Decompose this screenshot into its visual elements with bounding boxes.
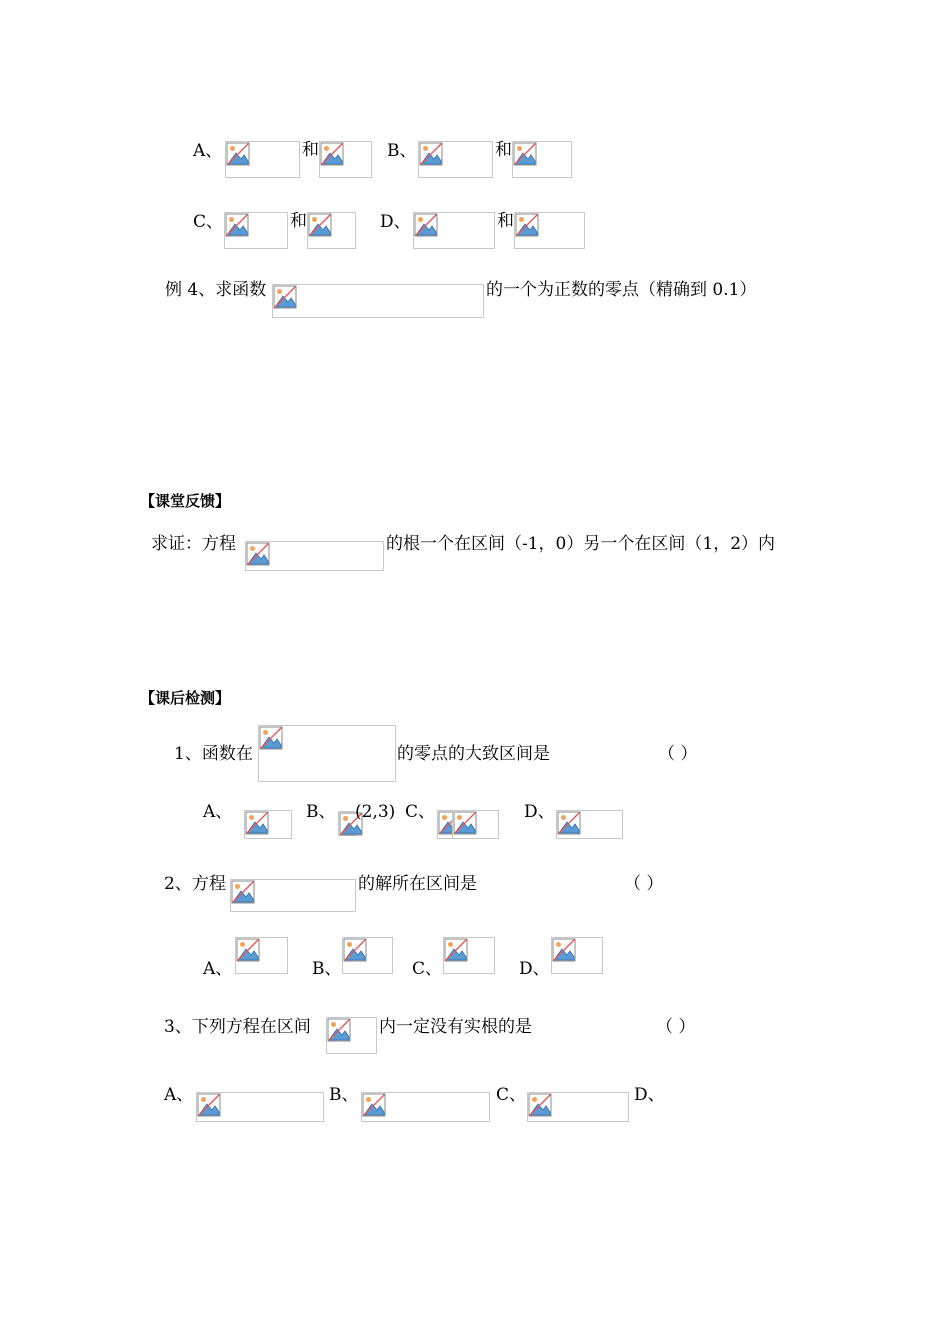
option-c-label: C、: [193, 212, 224, 232]
formula-image: [230, 879, 356, 912]
q1-option-b-value: (2,3): [355, 802, 396, 822]
formula-image: [245, 541, 384, 571]
joiner-text: 和: [302, 140, 319, 160]
q3-option-c-label: C、: [496, 1085, 527, 1105]
formula-image: [512, 141, 572, 178]
formula-image: [258, 725, 396, 782]
q1-option-a-label: A、: [203, 802, 233, 822]
q1-option-b-label: B、: [306, 802, 336, 822]
formula-image: [443, 937, 495, 974]
formula-image: [342, 937, 393, 974]
formula-image: [244, 810, 292, 839]
formula-image: [514, 212, 585, 249]
feedback-suffix: 的根一个在区间（-1，0）另一个在区间（1，2）内: [386, 534, 776, 554]
formula-image: [413, 212, 495, 249]
formula-image: [224, 212, 288, 249]
joiner-text: 和: [495, 140, 512, 160]
example4-suffix: 的一个为正数的零点（精确到 0.1）: [486, 280, 757, 300]
formula-image: [418, 141, 493, 178]
q3-option-a-label: A、: [164, 1085, 194, 1105]
formula-image: [319, 141, 372, 178]
formula-image: [225, 141, 300, 178]
joiner-text: 和: [290, 211, 307, 231]
q2-option-d-label: D、: [519, 959, 550, 979]
q1-option-c-label: C、: [405, 802, 436, 822]
formula-image: [307, 212, 356, 249]
joiner-text: 和: [497, 211, 514, 231]
q2-suffix: 的解所在区间是: [358, 874, 477, 894]
formula-image: [527, 1092, 629, 1122]
q2-prefix: 2、方程: [164, 874, 226, 894]
answer-paren: （ ）: [624, 874, 664, 894]
q2-option-b-label: B、: [312, 959, 342, 979]
formula-image: [361, 1092, 490, 1122]
q3-prefix: 3、下列方程在区间: [164, 1017, 311, 1037]
q1-suffix: 的零点的大致区间是: [397, 744, 550, 764]
formula-image: [338, 811, 355, 836]
option-d-label: D、: [380, 212, 411, 232]
section-heading: 【课堂反馈】: [140, 492, 231, 510]
answer-paren: （ ）: [656, 1017, 696, 1037]
formula-image: [196, 1092, 324, 1122]
formula-image: [551, 937, 603, 974]
example4-prefix: 例 4、求函数: [165, 280, 267, 300]
option-b-label: B、: [387, 141, 417, 161]
q1-prefix: 1、函数在: [174, 744, 253, 764]
formula-image: [235, 937, 288, 974]
formula-image: [326, 1017, 377, 1054]
q2-option-a-label: A、: [203, 959, 233, 979]
answer-paren: （ ）: [658, 744, 698, 764]
q3-option-d-label: D、: [634, 1085, 665, 1105]
q1-option-d-label: D、: [524, 802, 555, 822]
q3-suffix: 内一定没有实根的是: [379, 1017, 532, 1037]
q3-option-b-label: B、: [329, 1085, 359, 1105]
feedback-prefix: 求证：方程: [151, 534, 236, 554]
q2-option-c-label: C、: [412, 959, 443, 979]
section-heading: 【课后检测】: [140, 689, 231, 707]
formula-image: [272, 284, 484, 318]
formula-image: [452, 810, 499, 839]
formula-image: [556, 810, 623, 839]
option-a-label: A、: [193, 141, 223, 161]
